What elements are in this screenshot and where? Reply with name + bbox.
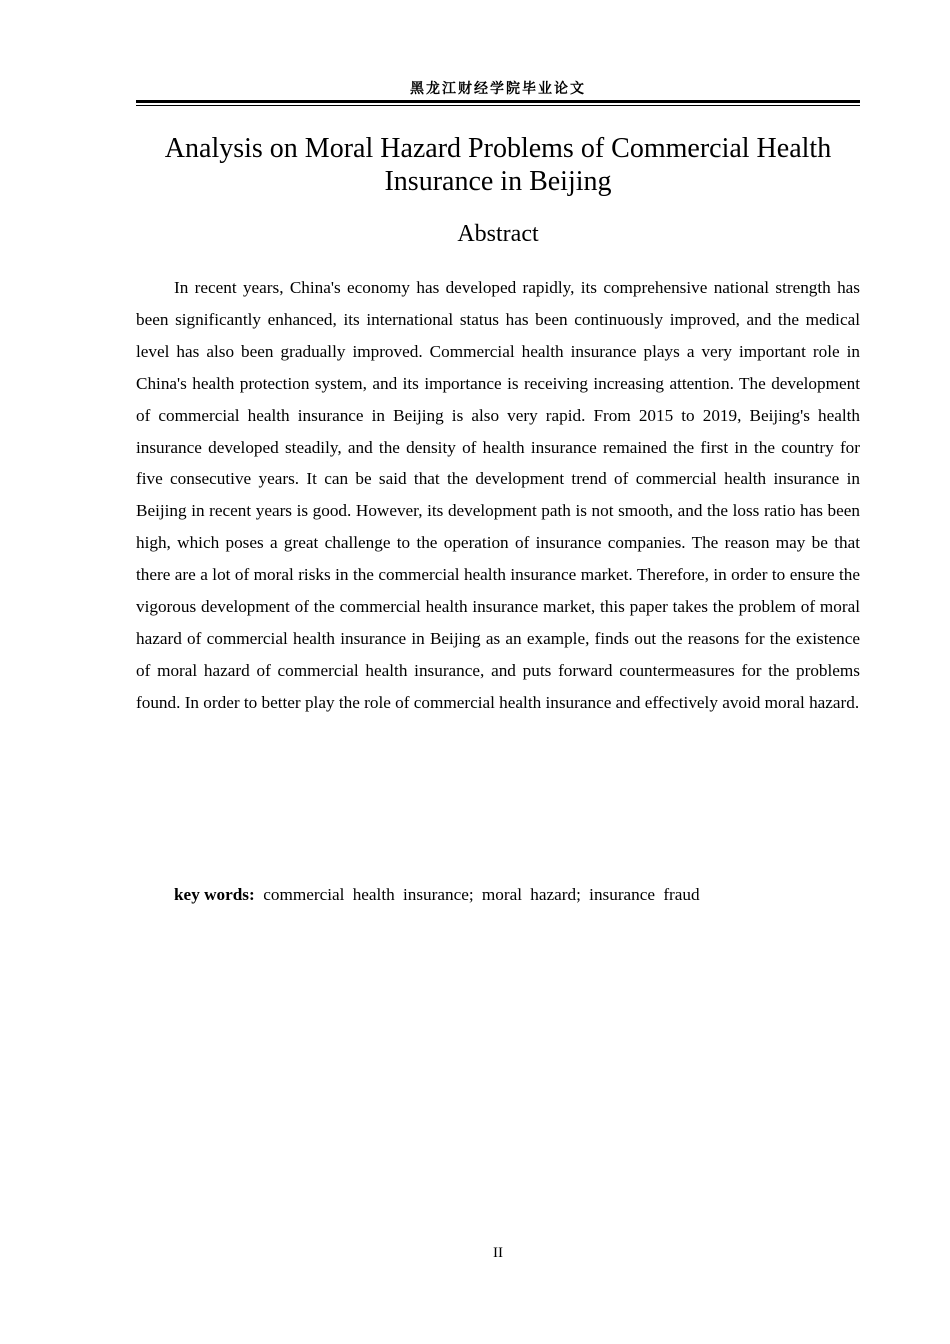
- keywords-line: [174, 880, 860, 910]
- abstract-body: In recent years, China's economy has developed rapidly, its comprehensive national strength has been significantly enhanced, its international status has been continuously improved, and the medical level has also been gradually improved. Commercial health insurance plays a very important role in China's health protection system, and its importance is receiving increasing attention. The development of commercial health insurance in Beijing is also very rapid. From 2015 to 2019, Beijing's health insurance developed steadily, and the density of health insurance remained the first in the country for five consecutive years. It can be said that the development trend of commercial health insurance in Beijing in recent years is good. However, its development path is not smooth, and the loss ratio has been high, which poses a great challenge to the operation of insurance companies. The reason may be that there are a lot of moral risks in the commercial health insurance market. Therefore, in order to ensure the vigorous development of the commercial health insurance market, this paper takes the problem of moral hazard of commercial health insurance in Beijing as an example, finds out the reasons for the existence of moral hazard of commercial health insurance, and puts forward countermeasures for the problems found. In order to better play the role of commercial health insurance and effectively avoid moral hazard.: [136, 278, 860, 712]
- abstract-heading: Abstract: [457, 221, 539, 247]
- header-rule-thick: [136, 100, 860, 103]
- paper-title: Analysis on Moral Hazard Problems of Commercial Health Insurance in Beijing: [164, 133, 832, 197]
- header-rule-thin: [136, 105, 860, 106]
- page-number: II: [493, 1245, 503, 1261]
- running-header: 黑龙江财经学院毕业论文: [410, 81, 586, 97]
- keywords-label: key words:: [174, 885, 255, 904]
- keywords-values: commercial health insurance; moral hazard; insurance fraud: [263, 885, 700, 904]
